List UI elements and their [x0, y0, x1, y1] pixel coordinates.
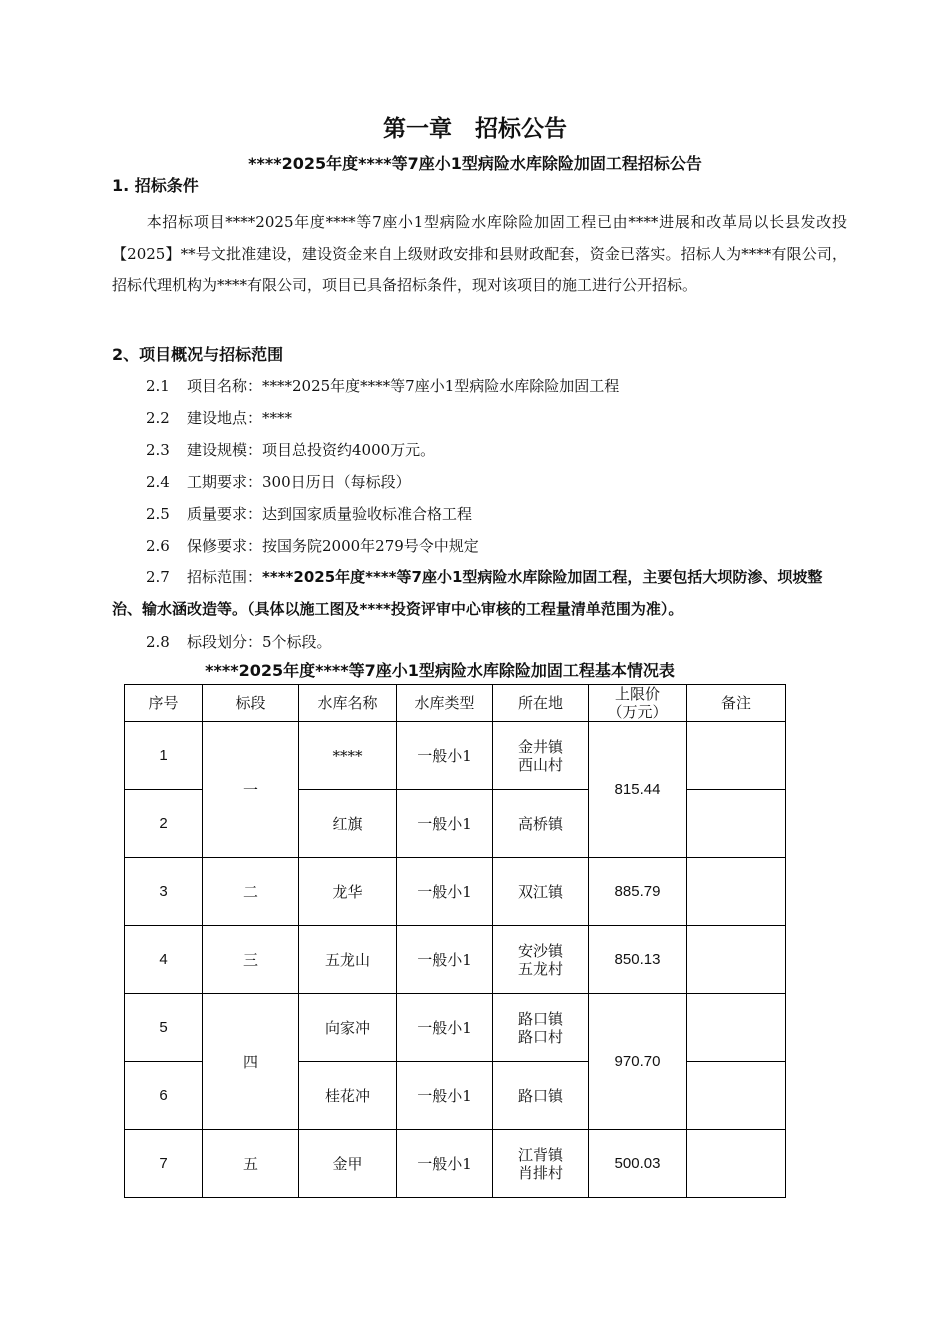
cell-name: 金甲	[299, 1130, 397, 1198]
cell-name: 桂花冲	[299, 1062, 397, 1130]
item-text: 工期要求：300日历日（每标段）	[187, 473, 411, 491]
table-title: ****2025年度****等7座小1型病险水库除险加固工程基本情况表	[205, 661, 675, 680]
cell-remark	[687, 790, 786, 858]
cell-seq: 4	[125, 926, 203, 994]
cell-type: 一般小1	[397, 926, 493, 994]
cell-seq: 1	[125, 722, 203, 790]
cell-seq: 7	[125, 1130, 203, 1198]
notice-title: ****2025年度****等7座小1型病险水库除险加固工程招标公告	[248, 154, 702, 173]
cell-section: 一	[203, 722, 299, 858]
cell-type: 一般小1	[397, 790, 493, 858]
cell-remark	[687, 994, 786, 1062]
cell-section: 四	[203, 994, 299, 1130]
header-type: 水库类型	[397, 685, 493, 722]
item-number: 2.1	[146, 377, 170, 395]
cell-remark	[687, 1062, 786, 1130]
item-2-1	[146, 375, 619, 396]
item-number: 2.4	[146, 473, 170, 491]
item-text: 标段划分：5个标段。	[187, 633, 332, 651]
item-number: 2.8	[146, 633, 170, 651]
item-text: 质量要求：达到国家质量验收标准合格工程	[187, 505, 473, 523]
header-name: 水库名称	[299, 685, 397, 722]
item-text: 项目名称：****2025年度****等7座小1型病险水库除险加固工程	[187, 377, 620, 395]
cell-remark	[687, 1130, 786, 1198]
item-2-4	[146, 471, 411, 492]
location-line2: 五龙村	[517, 959, 563, 978]
cell-seq: 6	[125, 1062, 203, 1130]
header-remark: 备注	[687, 685, 786, 722]
table-row	[125, 926, 786, 994]
location-line2: 路口村	[517, 1027, 563, 1046]
cell-price: 815.44	[589, 722, 687, 858]
cell-location	[493, 1130, 589, 1198]
location-line1: 安沙镇	[517, 941, 563, 960]
location-line2: 西山村	[517, 755, 563, 774]
item-text: 保修要求：按国务院2000年279号令中规定	[187, 537, 479, 555]
table-header-row	[125, 685, 786, 722]
cell-location: 双江镇	[493, 858, 589, 926]
item-number: 2.6	[146, 537, 170, 555]
item-number: 2.2	[146, 409, 170, 427]
item-number: 2.5	[146, 505, 170, 523]
header-section: 标段	[203, 685, 299, 722]
section1-body	[112, 207, 847, 302]
cell-type: 一般小1	[397, 1062, 493, 1130]
item-2-5	[146, 503, 472, 524]
item-2-6	[146, 535, 479, 556]
header-location: 所在地	[493, 685, 589, 722]
table-row	[125, 722, 786, 790]
header-price	[589, 685, 687, 722]
cell-remark	[687, 926, 786, 994]
cell-name: 红旗	[299, 790, 397, 858]
header-price-line2: （万元）	[607, 703, 668, 721]
item-number: 2.7	[146, 568, 170, 586]
cell-section: 二	[203, 858, 299, 926]
cell-remark	[687, 858, 786, 926]
cell-type: 一般小1	[397, 1130, 493, 1198]
item-2-3	[146, 439, 435, 460]
table-row	[125, 1130, 786, 1198]
item-text: 建设规模：项目总投资约4000万元。	[187, 441, 436, 459]
section2-heading: 2、项目概况与招标范围	[112, 345, 284, 364]
location-line1: 金井镇	[517, 737, 563, 756]
section1-heading: 1. 招标条件	[112, 176, 199, 195]
cell-type: 一般小1	[397, 994, 493, 1062]
item-number: 2.3	[146, 441, 170, 459]
cell-name: ****	[299, 722, 397, 790]
item-2-7	[112, 561, 852, 625]
cell-section: 五	[203, 1130, 299, 1198]
cell-seq: 3	[125, 858, 203, 926]
location-line1: 江背镇	[517, 1145, 563, 1164]
cell-location	[493, 926, 589, 994]
cell-price: 970.70	[589, 994, 687, 1130]
location-line1: 路口镇	[517, 1009, 563, 1028]
cell-location: 路口镇	[493, 1062, 589, 1130]
item-label: 招标范围：	[187, 568, 263, 586]
header-price-line1: 上限价	[614, 685, 660, 703]
item-text: 建设地点：****	[187, 409, 293, 427]
table-row	[125, 994, 786, 1062]
table-row	[125, 858, 786, 926]
cell-type: 一般小1	[397, 722, 493, 790]
header-seq: 序号	[125, 685, 203, 722]
cell-type: 一般小1	[397, 858, 493, 926]
cell-price: 850.13	[589, 926, 687, 994]
reservoir-info-table	[124, 684, 786, 1198]
cell-price: 500.03	[589, 1130, 687, 1198]
cell-price: 885.79	[589, 858, 687, 926]
cell-seq: 2	[125, 790, 203, 858]
item-2-2	[146, 407, 292, 428]
cell-location	[493, 994, 589, 1062]
cell-section: 三	[203, 926, 299, 994]
item-2-8	[146, 631, 332, 652]
tender-scope-text: ****2025年度****等7座小1型病险水库除险加固工程，主要包括大坝防渗、坝坡整治、输水涵改造等。（具体以施工图及****投资评审中心审核的工程量清单范围为准）。	[112, 568, 823, 618]
cell-location	[493, 722, 589, 790]
cell-name: 向家冲	[299, 994, 397, 1062]
section1-body-text: 本招标项目****2025年度****等7座小1型病险水库除险加固工程已由****进展和改革局以长县发改投【2025】**号文批准建设，建设资金来自上级财政安排和县财政配套，资金已落实。招标人为****有限公司，招标代理机构为****有限公司，项目已具备招标条件，现对该项目的施工进行公开招标。	[112, 213, 847, 294]
cell-remark	[687, 722, 786, 790]
location-line2: 肖排村	[517, 1163, 563, 1182]
chapter-title: 第一章 招标公告	[383, 116, 567, 142]
cell-name: 龙华	[299, 858, 397, 926]
cell-name: 五龙山	[299, 926, 397, 994]
cell-seq: 5	[125, 994, 203, 1062]
cell-location: 高桥镇	[493, 790, 589, 858]
